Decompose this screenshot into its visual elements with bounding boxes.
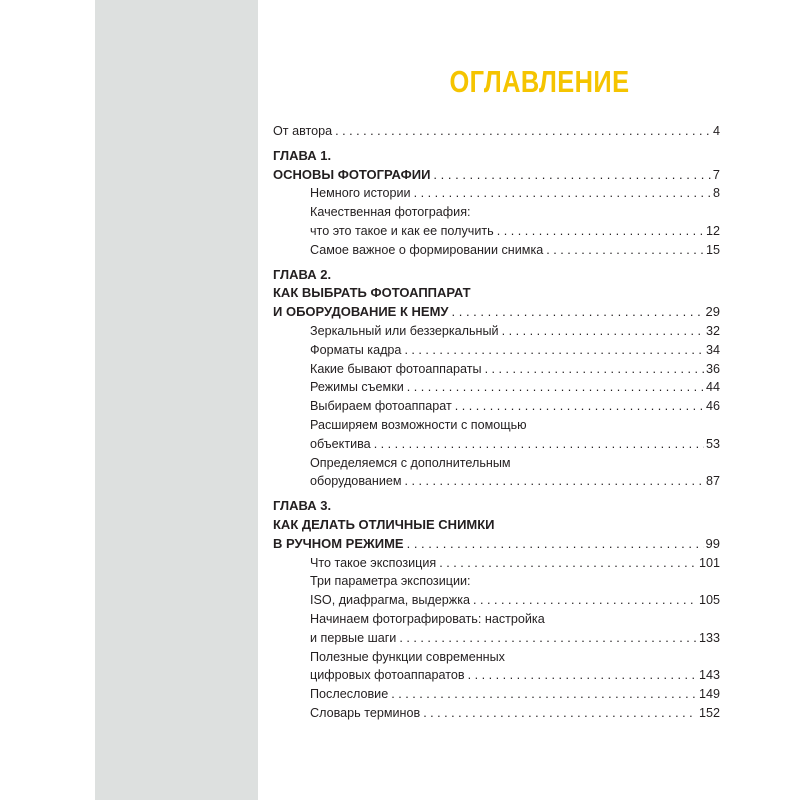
dot-leader: [414, 184, 711, 203]
dot-leader: [455, 397, 704, 416]
toc-entry-section[interactable]: [273, 704, 720, 723]
page-number: 101: [698, 555, 720, 570]
chapter-title-text: В РУЧНОМ РЕЖИМЕ: [273, 535, 404, 551]
toc-entry-section: [273, 416, 720, 435]
toc-entry-section[interactable]: [273, 554, 720, 573]
page-number: 34: [705, 342, 720, 357]
toc-entry-section[interactable]: [273, 222, 720, 241]
toc-entry-section: [273, 454, 720, 473]
toc-entry-section-text: Режимы съемки: [310, 380, 404, 395]
dot-leader: [433, 166, 710, 185]
page-number: 133: [698, 630, 720, 645]
toc-entry-section-text: Качественная фотография:: [310, 205, 471, 220]
toc-entry-section-text: цифровых фотоаппаратов: [310, 668, 465, 683]
toc-entry-intro-text: От автора: [273, 124, 333, 138]
toc-entry-section[interactable]: [273, 472, 720, 491]
page-number: 105: [698, 593, 720, 608]
page-number: 29: [705, 304, 720, 320]
toc-entry-section-text: и первые шаги: [310, 630, 397, 645]
dot-leader: [452, 303, 704, 322]
page-number: 99: [705, 535, 720, 551]
chapter-label-text: ГЛАВА 2.: [273, 266, 332, 282]
toc-entry-section: [273, 610, 720, 629]
page-number: 152: [698, 705, 720, 720]
table-of-contents: [273, 122, 720, 723]
toc-entry-section[interactable]: [273, 629, 720, 648]
page-number: 7: [712, 166, 720, 182]
toc-entry-section[interactable]: [273, 341, 720, 360]
toc-entry-section-text: Полезные функции современных: [310, 649, 505, 664]
page-number: 46: [705, 399, 720, 414]
toc-entry-section[interactable]: [273, 378, 720, 397]
toc-entry-section[interactable]: [273, 435, 720, 454]
toc-entry-section-text: Выбираем фотоаппарат: [310, 399, 452, 414]
toc-entry-section[interactable]: [273, 666, 720, 685]
page-number: 8: [712, 186, 720, 201]
chapter-title[interactable]: [273, 166, 720, 185]
chapter-title-text: КАК ДЕЛАТЬ ОТЛИЧНЫЕ СНИМКИ: [273, 516, 495, 532]
toc-entry-section-text: оборудованием: [310, 474, 402, 489]
chapter-label: [273, 266, 720, 285]
page-number: 143: [698, 668, 720, 683]
chapter-title-text: И ОБОРУДОВАНИЕ К НЕМУ: [273, 304, 449, 320]
toc-entry-section-text: Немного истории: [310, 186, 411, 201]
page-number: 87: [705, 474, 720, 489]
page-number: 53: [705, 436, 720, 451]
chapter-title-text: КАК ВЫБРАТЬ ФОТОАППАРАТ: [273, 285, 471, 301]
dot-leader: [391, 685, 697, 704]
dot-leader: [473, 591, 697, 610]
dot-leader: [546, 241, 704, 260]
dot-leader: [374, 435, 704, 454]
dot-leader: [399, 629, 697, 648]
toc-entry-section-text: Зеркальный или беззеркальный: [310, 323, 499, 338]
toc-entry-section-text: Послесловие: [310, 687, 389, 702]
chapter-label-text: ГЛАВА 1.: [273, 147, 332, 163]
chapter-label: [273, 497, 720, 516]
toc-entry-section-text: Три параметра экспозиции:: [310, 574, 471, 589]
chapter-title: [273, 516, 720, 535]
toc-entry-section-text: Начинаем фотографировать: настройка: [310, 611, 545, 626]
toc-entry-section: [273, 203, 720, 222]
page-number: 32: [705, 323, 720, 338]
toc-entry-section[interactable]: [273, 241, 720, 260]
dot-leader: [405, 472, 704, 491]
chapter-title[interactable]: [273, 535, 720, 554]
page-number: 4: [712, 124, 720, 138]
side-band: [95, 0, 258, 800]
toc-entry-section: [273, 648, 720, 667]
toc-entry-section-text: Словарь терминов: [310, 705, 421, 720]
toc-entry-section-text: объектива: [310, 436, 371, 451]
toc-entry-section-text: Форматы кадра: [310, 342, 402, 357]
toc-entry-section[interactable]: [273, 360, 720, 379]
dot-leader: [497, 222, 704, 241]
toc-entry-section-text: Что такое экспозиция: [310, 555, 437, 570]
dot-leader: [407, 378, 704, 397]
dot-leader: [468, 666, 697, 685]
toc-entry-section-text: Расширяем возможности с помощью: [310, 417, 527, 432]
toc-entry-intro[interactable]: [273, 122, 720, 141]
toc-entry-section-text: что это такое и как ее получить: [310, 223, 494, 238]
toc-entry-section[interactable]: [273, 685, 720, 704]
page-number: 149: [698, 687, 720, 702]
toc-entry-section[interactable]: [273, 591, 720, 610]
toc-entry-section[interactable]: [273, 184, 720, 203]
chapter-label: [273, 147, 720, 166]
page-number: 36: [705, 361, 720, 376]
toc-entry-section[interactable]: [273, 322, 720, 341]
toc-entry-section-text: Самое важное о формировании снимка: [310, 242, 544, 257]
page-title: ОГЛАВЛЕНИЕ: [449, 64, 629, 99]
chapter-title-text: ОСНОВЫ ФОТОГРАФИИ: [273, 166, 431, 182]
dot-leader: [404, 341, 704, 360]
page-number: 12: [705, 223, 720, 238]
dot-leader: [423, 704, 697, 723]
toc-entry-section[interactable]: [273, 397, 720, 416]
dot-leader: [407, 535, 704, 554]
chapter-title: [273, 284, 720, 303]
chapter-title[interactable]: [273, 303, 720, 322]
toc-entry-section-text: Какие бывают фотоаппараты: [310, 361, 482, 376]
toc-entry-section-text: Определяемся с дополнительным: [310, 455, 511, 470]
page-number: 15: [705, 242, 720, 257]
book-page: [95, 0, 720, 800]
chapter-label-text: ГЛАВА 3.: [273, 498, 332, 514]
dot-leader: [439, 554, 697, 573]
toc-entry-section: [273, 572, 720, 591]
page-number: 44: [705, 380, 720, 395]
dot-leader: [502, 322, 704, 341]
dot-leader: [485, 360, 704, 379]
toc-entry-section-text: ISO, диафрагма, выдержка: [310, 593, 471, 608]
dot-leader: [335, 122, 711, 141]
